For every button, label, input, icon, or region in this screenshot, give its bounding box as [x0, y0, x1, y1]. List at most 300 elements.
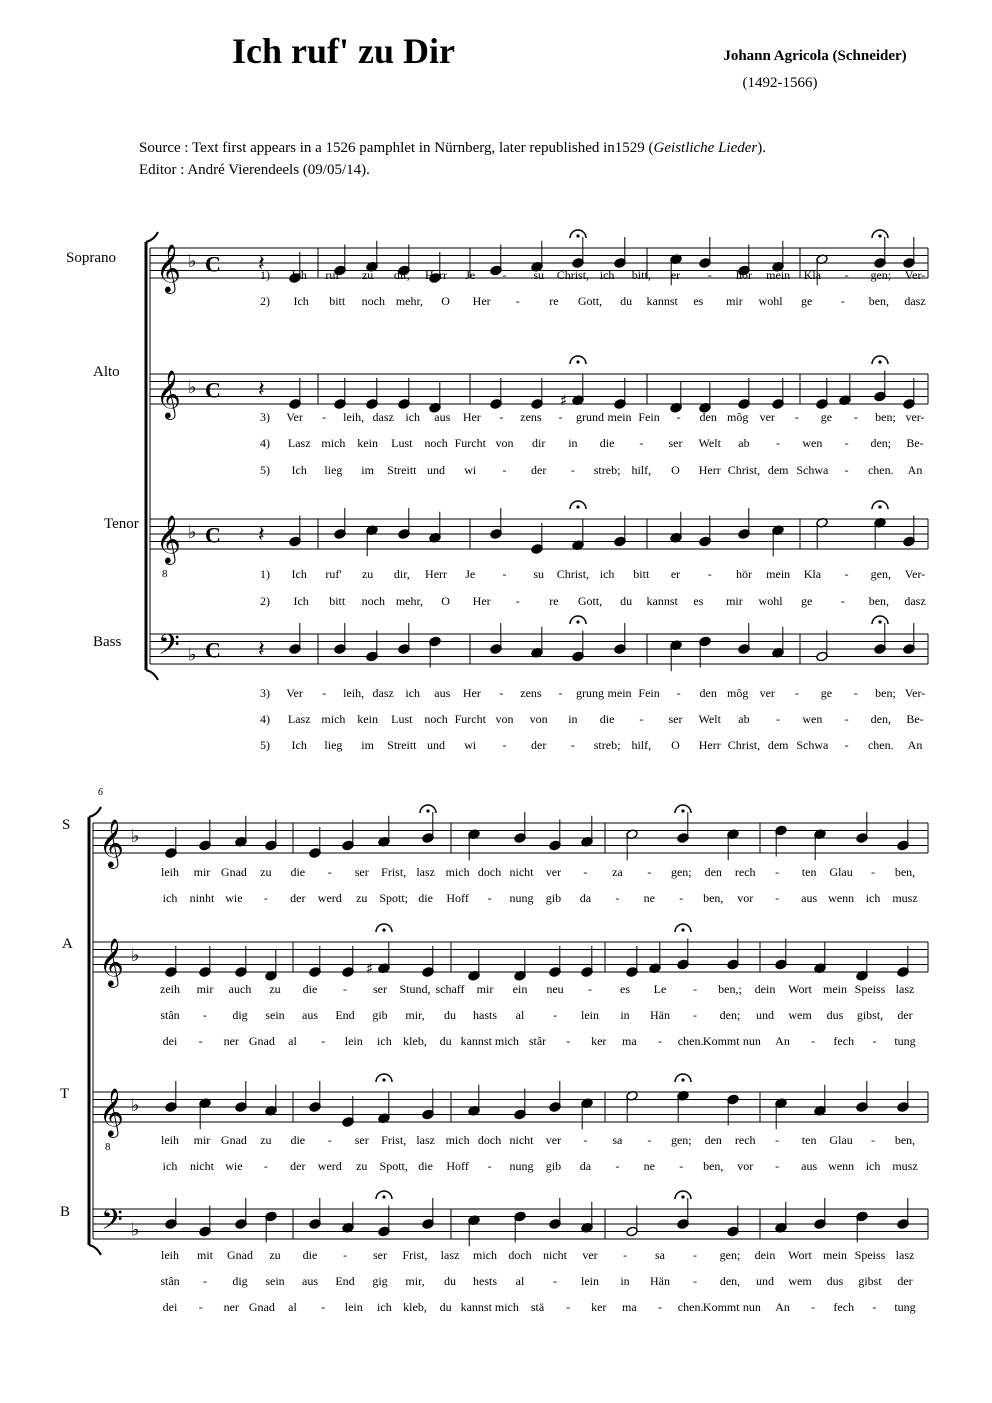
composer-name: Johann Agricola (Schneider): [723, 48, 907, 64]
lyric-syllable: -: [853, 686, 858, 700]
lyric-syllable: An: [907, 463, 923, 477]
lyric-syllable: Her: [462, 410, 481, 424]
lyric-syllable: al: [288, 1300, 297, 1314]
lyric-syllable: wenn: [828, 891, 855, 905]
lyric-syllable: -: [676, 410, 681, 424]
lyric-syllable: sa: [655, 1248, 665, 1262]
lyric-syllable: mir: [726, 594, 743, 608]
lyric-syllable: -: [322, 410, 327, 424]
lyric-syllable: Ver-: [904, 567, 926, 581]
lyric-syllable: mir: [196, 982, 214, 996]
lyric-syllable: du: [620, 594, 633, 608]
lyric-syllable: -: [775, 1133, 780, 1147]
lyric-syllable: musz: [892, 891, 918, 905]
lyric-syllable: der: [531, 738, 547, 752]
lyric-syllable: von: [529, 712, 548, 726]
lyric-syllable: -: [844, 268, 849, 282]
system1-fermata-dot: [878, 620, 881, 623]
lyric-syllable: môg: [727, 410, 749, 424]
lyric-syllable: lein: [344, 1034, 363, 1048]
lyric-syllable: ab: [738, 436, 750, 450]
lyric-syllable: -: [639, 436, 644, 450]
system1-time-signature: C: [205, 377, 221, 403]
lyric-syllable: vor: [737, 891, 754, 905]
lyric-syllable: ge: [820, 410, 833, 424]
lyric-syllable: neu: [546, 982, 564, 996]
voice-label-system2: S: [62, 817, 71, 833]
system2-fermata-dot: [382, 928, 385, 931]
lyric-syllable: stâr: [528, 1034, 547, 1048]
lyric-syllable: -: [553, 1274, 557, 1288]
system2-fermata-dot: [681, 1078, 684, 1081]
lyric-syllable: schaff: [435, 982, 465, 996]
lyric-syllable: -: [775, 865, 780, 879]
voice-label-system1: Tenor: [104, 516, 139, 532]
lyric-syllable: kleb,: [403, 1300, 427, 1314]
lyric-syllable: Hoff: [446, 1159, 469, 1173]
lyric-syllable: hör: [735, 567, 752, 581]
lyric-syllable: werd: [317, 891, 342, 905]
lyric-syllable: mich: [445, 1133, 470, 1147]
lyric-syllable: dig: [232, 1008, 248, 1022]
lyric-syllable: ten: [801, 1133, 817, 1147]
lyric-syllable: -: [844, 463, 849, 477]
lyric-syllable: -: [583, 1133, 588, 1147]
lyric-syllable: -: [515, 594, 520, 608]
lyric-syllable: aus: [801, 891, 818, 905]
lyric-syllable: O: [441, 594, 450, 608]
system1-treble-clef-icon: 𝄞: [156, 513, 181, 563]
lyric-syllable: -: [658, 1034, 662, 1048]
source-prefix: Source : Text first appears in a 1526 pamphlet in Nürnberg, later republished in1529 (: [139, 140, 654, 156]
lyric-syllable: sein: [265, 1008, 285, 1022]
lyric-syllable: al: [288, 1034, 297, 1048]
lyric-syllable: stân: [160, 1274, 180, 1288]
lyric-syllable: môg: [727, 686, 749, 700]
lyric-syllable: mich: [321, 712, 346, 726]
lyric-syllable: Christ,: [556, 268, 590, 282]
lyric-syllable: -: [487, 891, 492, 905]
lyric-syllable: re: [549, 594, 559, 608]
lyric-syllable: dir,: [393, 567, 410, 581]
lyric-syllable: wen: [802, 436, 823, 450]
lyric-syllable: Wort: [788, 982, 812, 996]
lyric-syllable: gen,: [870, 567, 891, 581]
lyric-syllable: -: [794, 686, 799, 700]
lyric-syllable: bitt: [329, 294, 346, 308]
lyric-syllable: Welt: [698, 712, 721, 726]
lyric-syllable: in: [620, 1008, 630, 1022]
lyric-syllable: -: [623, 1248, 627, 1262]
lyric-syllable: die: [290, 1133, 306, 1147]
lyric-syllable: Je: [465, 268, 476, 282]
lyric-syllable: musz: [892, 1159, 918, 1173]
lyric-syllable: Schwa: [796, 738, 829, 752]
lyric-syllable: streb;: [593, 738, 621, 752]
lyric-syllable: wie: [225, 891, 243, 905]
lyric-syllable: Kommt: [702, 1034, 740, 1048]
lyric-syllable: ich: [865, 1159, 881, 1173]
system2-fermata-dot: [681, 928, 684, 931]
lyric-syllable: Glau: [829, 865, 853, 879]
lyric-syllable: -: [343, 982, 347, 996]
lyric-syllable: ge: [800, 594, 813, 608]
system2-treble-clef-icon: 𝄞: [99, 1086, 124, 1136]
lyric-syllable: O: [671, 463, 680, 477]
lyric-syllable: Lasz: [287, 712, 311, 726]
lyric-syllable: Ich: [293, 594, 309, 608]
lyric-syllable: rech: [734, 865, 756, 879]
lyric-syllable: 4): [260, 436, 270, 450]
lyric-syllable: gib: [545, 1159, 562, 1173]
lyric-syllable: den;: [870, 436, 892, 450]
lyric-syllable: kein: [357, 436, 378, 450]
lyric-syllable: mein: [607, 686, 632, 700]
system2-bracket-bottom: [89, 1245, 101, 1255]
lyric-syllable: Her: [472, 594, 491, 608]
lyric-syllable: -: [639, 712, 644, 726]
system1-fermata-dot: [576, 505, 579, 508]
lyric-syllable: ben,: [894, 865, 916, 879]
lyric-syllable: den: [699, 686, 717, 700]
lyric-syllable: ner: [223, 1300, 239, 1314]
lyric-syllable: in: [620, 1274, 630, 1288]
lyric-syllable: Ich: [291, 567, 307, 581]
lyric-syllable: Le: [653, 982, 667, 996]
lyric-syllable: -: [707, 268, 712, 282]
lyric-syllable: Gnad: [220, 1133, 247, 1147]
lyric-syllable: -: [502, 738, 507, 752]
lyric-syllable: -: [321, 1034, 326, 1048]
lyric-syllable: lieg: [324, 463, 343, 477]
lyric-syllable: Ich: [291, 738, 307, 752]
lyric-syllable: -: [558, 410, 563, 424]
system2-fermata-dot: [382, 1195, 385, 1198]
lyric-syllable: -: [844, 567, 849, 581]
lyric-syllable: -: [676, 686, 681, 700]
lyric-syllable: streb;: [593, 463, 621, 477]
lyric-syllable: bitt,: [631, 268, 651, 282]
lyric-syllable: -: [647, 865, 652, 879]
lyric-syllable: -: [566, 1300, 571, 1314]
system2-fermata-dot: [681, 1195, 684, 1198]
lyric-syllable: Herr: [698, 463, 721, 477]
lyric-syllable: zu: [356, 1159, 368, 1173]
system2-fermata-dot: [426, 809, 429, 812]
lyric-syllable: du: [620, 294, 633, 308]
lyric-syllable: ner: [223, 1034, 239, 1048]
lyric-syllable: -: [502, 567, 507, 581]
lyric-syllable: ich: [599, 268, 615, 282]
lyric-syllable: -: [811, 1034, 816, 1048]
lyric-syllable: ben;: [875, 410, 896, 424]
lyric-syllable: die: [302, 982, 318, 996]
system2-flat-icon: ♭: [131, 1219, 140, 1241]
lyric-syllable: dei: [162, 1034, 178, 1048]
lyric-syllable: noch: [424, 712, 448, 726]
lyric-syllable: sein: [265, 1274, 285, 1288]
lyric-syllable: zu: [260, 1133, 272, 1147]
lyric-syllable: dig: [232, 1274, 248, 1288]
lyric-syllable: mir: [193, 1133, 211, 1147]
lyric-syllable: ich: [599, 567, 615, 581]
lyric-syllable: -: [871, 865, 876, 879]
lyric-syllable: den: [704, 865, 722, 879]
lyric-syllable: ge: [800, 294, 813, 308]
lyric-syllable: er: [670, 268, 681, 282]
lyric-syllable: hasts: [473, 1008, 497, 1022]
system1-fermata-dot: [878, 360, 881, 363]
lyric-syllable: Welt: [698, 436, 721, 450]
lyric-syllable: ten: [801, 865, 817, 879]
system1-quarter-rest-icon: 𝄽: [258, 637, 265, 663]
lyric-syllable: ich: [865, 891, 881, 905]
lyric-syllable: Spott;: [379, 891, 409, 905]
system1-bracket-top: [146, 232, 158, 242]
lyric-syllable: -: [263, 891, 268, 905]
system1-flat-icon: ♭: [188, 644, 197, 666]
lyric-syllable: dem: [767, 463, 789, 477]
lyric-syllable: der: [531, 463, 547, 477]
system1-treble-clef-icon: 𝄞: [156, 368, 181, 418]
lyric-syllable: Streitt: [387, 738, 417, 752]
lyric-syllable: -: [679, 1159, 684, 1173]
lyric-syllable: hilf,: [631, 738, 652, 752]
lyric-syllable: ser: [354, 865, 369, 879]
lyric-syllable: Glau: [829, 1133, 853, 1147]
system1-fermata-dot: [576, 360, 579, 363]
lyric-syllable: Be-: [906, 712, 924, 726]
lyric-syllable: die: [290, 865, 306, 879]
lyric-syllable: mehr,: [395, 594, 424, 608]
lyric-syllable: gib: [545, 891, 562, 905]
lyric-syllable: Lust: [391, 436, 413, 450]
lyric-syllable: ver: [545, 1133, 562, 1147]
lyric-syllable: mich: [473, 1248, 497, 1262]
lyric-syllable: ben;: [875, 686, 896, 700]
system1-octave-mark: 8: [162, 567, 168, 580]
lyric-syllable: mich: [321, 436, 346, 450]
lyric-syllable: dasz: [904, 594, 926, 608]
lyric-syllable: Herr: [425, 567, 448, 581]
lyric-syllable: Fein: [638, 410, 660, 424]
lyric-syllable: dem: [767, 738, 789, 752]
lyric-syllable: An: [775, 1034, 790, 1048]
system1-fermata-dot: [878, 505, 881, 508]
lyric-syllable: wem: [788, 1274, 812, 1288]
lyric-syllable: nicht: [189, 1159, 214, 1173]
lyric-syllable: hilf,: [631, 463, 652, 477]
lyric-syllable: leih: [161, 1133, 179, 1147]
lyric-syllable: -: [583, 865, 588, 879]
lyric-syllable: ser: [668, 712, 683, 726]
lyric-syllable: -: [588, 982, 592, 996]
lyric-syllable: re: [549, 294, 559, 308]
lyric-syllable: ben,;: [718, 982, 742, 996]
lyric-syllable: den;: [719, 1008, 741, 1022]
lyric-syllable: Gnad: [248, 1034, 275, 1048]
lyric-syllable: gib: [372, 1008, 388, 1022]
lyric-syllable: ne: [643, 891, 656, 905]
lyric-syllable: An: [907, 738, 923, 752]
lyric-syllable: -: [853, 410, 858, 424]
system2-flat-icon: ♭: [131, 826, 140, 847]
lyric-syllable: gig: [372, 1274, 388, 1288]
lyric-syllable: ser: [373, 1248, 387, 1262]
lyric-syllable: zu: [361, 567, 374, 581]
lyric-syllable: Speiss: [854, 1248, 886, 1262]
lyric-syllable: es: [693, 294, 704, 308]
lyric-syllable: wenn: [828, 1159, 855, 1173]
lyric-syllable: Frist,: [381, 865, 407, 879]
lyric-syllable: -: [775, 891, 780, 905]
system2-fermata-dot: [681, 809, 684, 812]
system1-flat-icon: ♭: [188, 522, 197, 543]
lyric-syllable: mein: [823, 1248, 847, 1262]
lyric-syllable: ver: [759, 686, 775, 700]
system1-time-signature: C: [205, 637, 221, 663]
lyric-syllable: 5): [260, 463, 270, 477]
lyric-syllable: Kla: [803, 268, 822, 282]
lyric-syllable: -: [615, 891, 620, 905]
voice-label-system2: T: [60, 1086, 70, 1102]
lyric-syllable: ser: [668, 436, 683, 450]
lyric-syllable: Kla: [803, 567, 822, 581]
lyric-syllable: aus: [434, 410, 451, 424]
lyric-syllable: den,: [870, 712, 891, 726]
piece-title: Ich ruf' zu Dir: [232, 31, 455, 71]
lyric-syllable: -: [840, 594, 845, 608]
lyric-syllable: 2): [260, 594, 270, 608]
lyric-syllable: Spott,: [379, 1159, 408, 1173]
lyric-syllable: -: [558, 686, 563, 700]
lyric-syllable: -: [811, 1300, 816, 1314]
lyric-syllable: su: [533, 567, 545, 581]
lyric-syllable: ma: [622, 1034, 637, 1048]
lyric-syllable: kannst: [646, 294, 678, 308]
lyric-syllable: 1): [260, 268, 270, 282]
lyric-syllable: leih,: [343, 686, 365, 700]
lyric-syllable: ver-: [905, 410, 925, 424]
lyric-syllable: -: [515, 294, 520, 308]
lyric-syllable: mit: [196, 1248, 214, 1262]
lyric-syllable: aus: [801, 1159, 818, 1173]
lyric-syllable: nung: [509, 1159, 534, 1173]
measure-number: 6: [98, 787, 103, 798]
lyric-syllable: ben,: [894, 1133, 916, 1147]
lyric-syllable: die: [418, 1159, 433, 1173]
lyric-syllable: noch: [361, 294, 385, 308]
lyric-syllable: za: [612, 865, 623, 879]
lyric-syllable: Streitt: [387, 463, 417, 477]
lyric-syllable: -: [693, 1248, 697, 1262]
lyric-syllable: den: [699, 410, 717, 424]
lyric-syllable: stä: [530, 1300, 545, 1314]
lyric-syllable: -: [198, 1300, 203, 1314]
lyric-syllable: -: [840, 294, 845, 308]
lyric-syllable: 4): [260, 712, 270, 726]
lyric-syllable: wie: [225, 1159, 243, 1173]
lyric-syllable: -: [553, 1008, 557, 1022]
lyric-syllable: dus: [826, 1274, 844, 1288]
system2-fermata-dot: [382, 1078, 385, 1081]
sharp-icon: ♯: [560, 391, 568, 410]
lyric-syllable: -: [203, 1274, 207, 1288]
lyric-syllable: und: [427, 738, 446, 752]
lyric-syllable: Wort: [788, 1248, 812, 1262]
lyric-syllable: doch: [508, 1248, 532, 1262]
lyric-syllable: aus: [302, 1008, 318, 1022]
lyric-syllable: Ver: [286, 686, 303, 700]
lyric-syllable: dir: [532, 436, 546, 450]
lyric-syllable: -: [844, 712, 849, 726]
lyric-syllable: -: [872, 1034, 877, 1048]
lyric-syllable: dein: [754, 982, 776, 996]
lyric-syllable: ruf': [325, 268, 342, 282]
lyric-syllable: mein: [607, 410, 632, 424]
system1-flat-icon: ♭: [188, 377, 197, 398]
sharp-icon: ♯: [366, 959, 374, 978]
lyric-syllable: mir,: [405, 1008, 425, 1022]
lyric-syllable: es: [620, 982, 630, 996]
lyric-syllable: ker: [591, 1300, 607, 1314]
lyric-syllable: -: [499, 686, 504, 700]
lyric-syllable: Kommt: [702, 1300, 740, 1314]
lyric-syllable: -: [693, 982, 697, 996]
voice-label-system1: Soprano: [66, 250, 116, 266]
lyric-syllable: leih: [161, 1248, 179, 1262]
voice-label-system1: Alto: [93, 364, 120, 380]
lyric-syllable: gen;: [719, 1248, 741, 1262]
lyric-syllable: 5): [260, 738, 270, 752]
lyric-syllable: gibst: [858, 1274, 882, 1288]
lyric-syllable: lasz: [895, 982, 915, 996]
lyric-syllable: chen.: [867, 738, 894, 752]
lyric-syllable: Herr: [698, 738, 721, 752]
lyric-syllable: grund: [576, 410, 604, 424]
lyric-syllable: werd: [317, 1159, 342, 1173]
lyric-syllable: zu: [356, 891, 368, 905]
lyric-syllable: bitt: [329, 594, 346, 608]
system1-time-signature: C: [205, 251, 221, 277]
system1-quarter-rest-icon: 𝄽: [258, 251, 265, 277]
lyric-syllable: ge: [820, 686, 833, 700]
lyric-syllable: Ver: [286, 410, 303, 424]
lyric-syllable: -: [321, 1300, 326, 1314]
lyric-syllable: leih,: [343, 410, 365, 424]
lyric-syllable: mich: [494, 1034, 519, 1048]
lyric-syllable: -: [844, 436, 849, 450]
lyric-syllable: dasz: [904, 294, 926, 308]
editor-note: Editor : André Vierendeels (09/05/14).: [139, 162, 370, 178]
lyric-syllable: mir: [726, 294, 743, 308]
lyric-syllable: Her: [462, 686, 481, 700]
lyric-syllable: zu: [260, 865, 272, 879]
lyric-syllable: stân: [160, 1008, 180, 1022]
lyric-syllable: du: [439, 1034, 452, 1048]
lyric-syllable: wem: [788, 1008, 812, 1022]
lyric-syllable: -: [658, 1300, 662, 1314]
lyric-syllable: -: [343, 1248, 347, 1262]
lyric-syllable: gen;: [870, 268, 892, 282]
lyric-syllable: Speiss: [854, 982, 886, 996]
lyric-syllable: mein: [766, 268, 791, 282]
lyric-syllable: du: [444, 1274, 456, 1288]
lyric-syllable: ich: [162, 1159, 178, 1173]
lyric-syllable: zu: [361, 268, 374, 282]
lyric-syllable: auch: [228, 982, 252, 996]
lyric-syllable: Christ,: [727, 463, 761, 477]
